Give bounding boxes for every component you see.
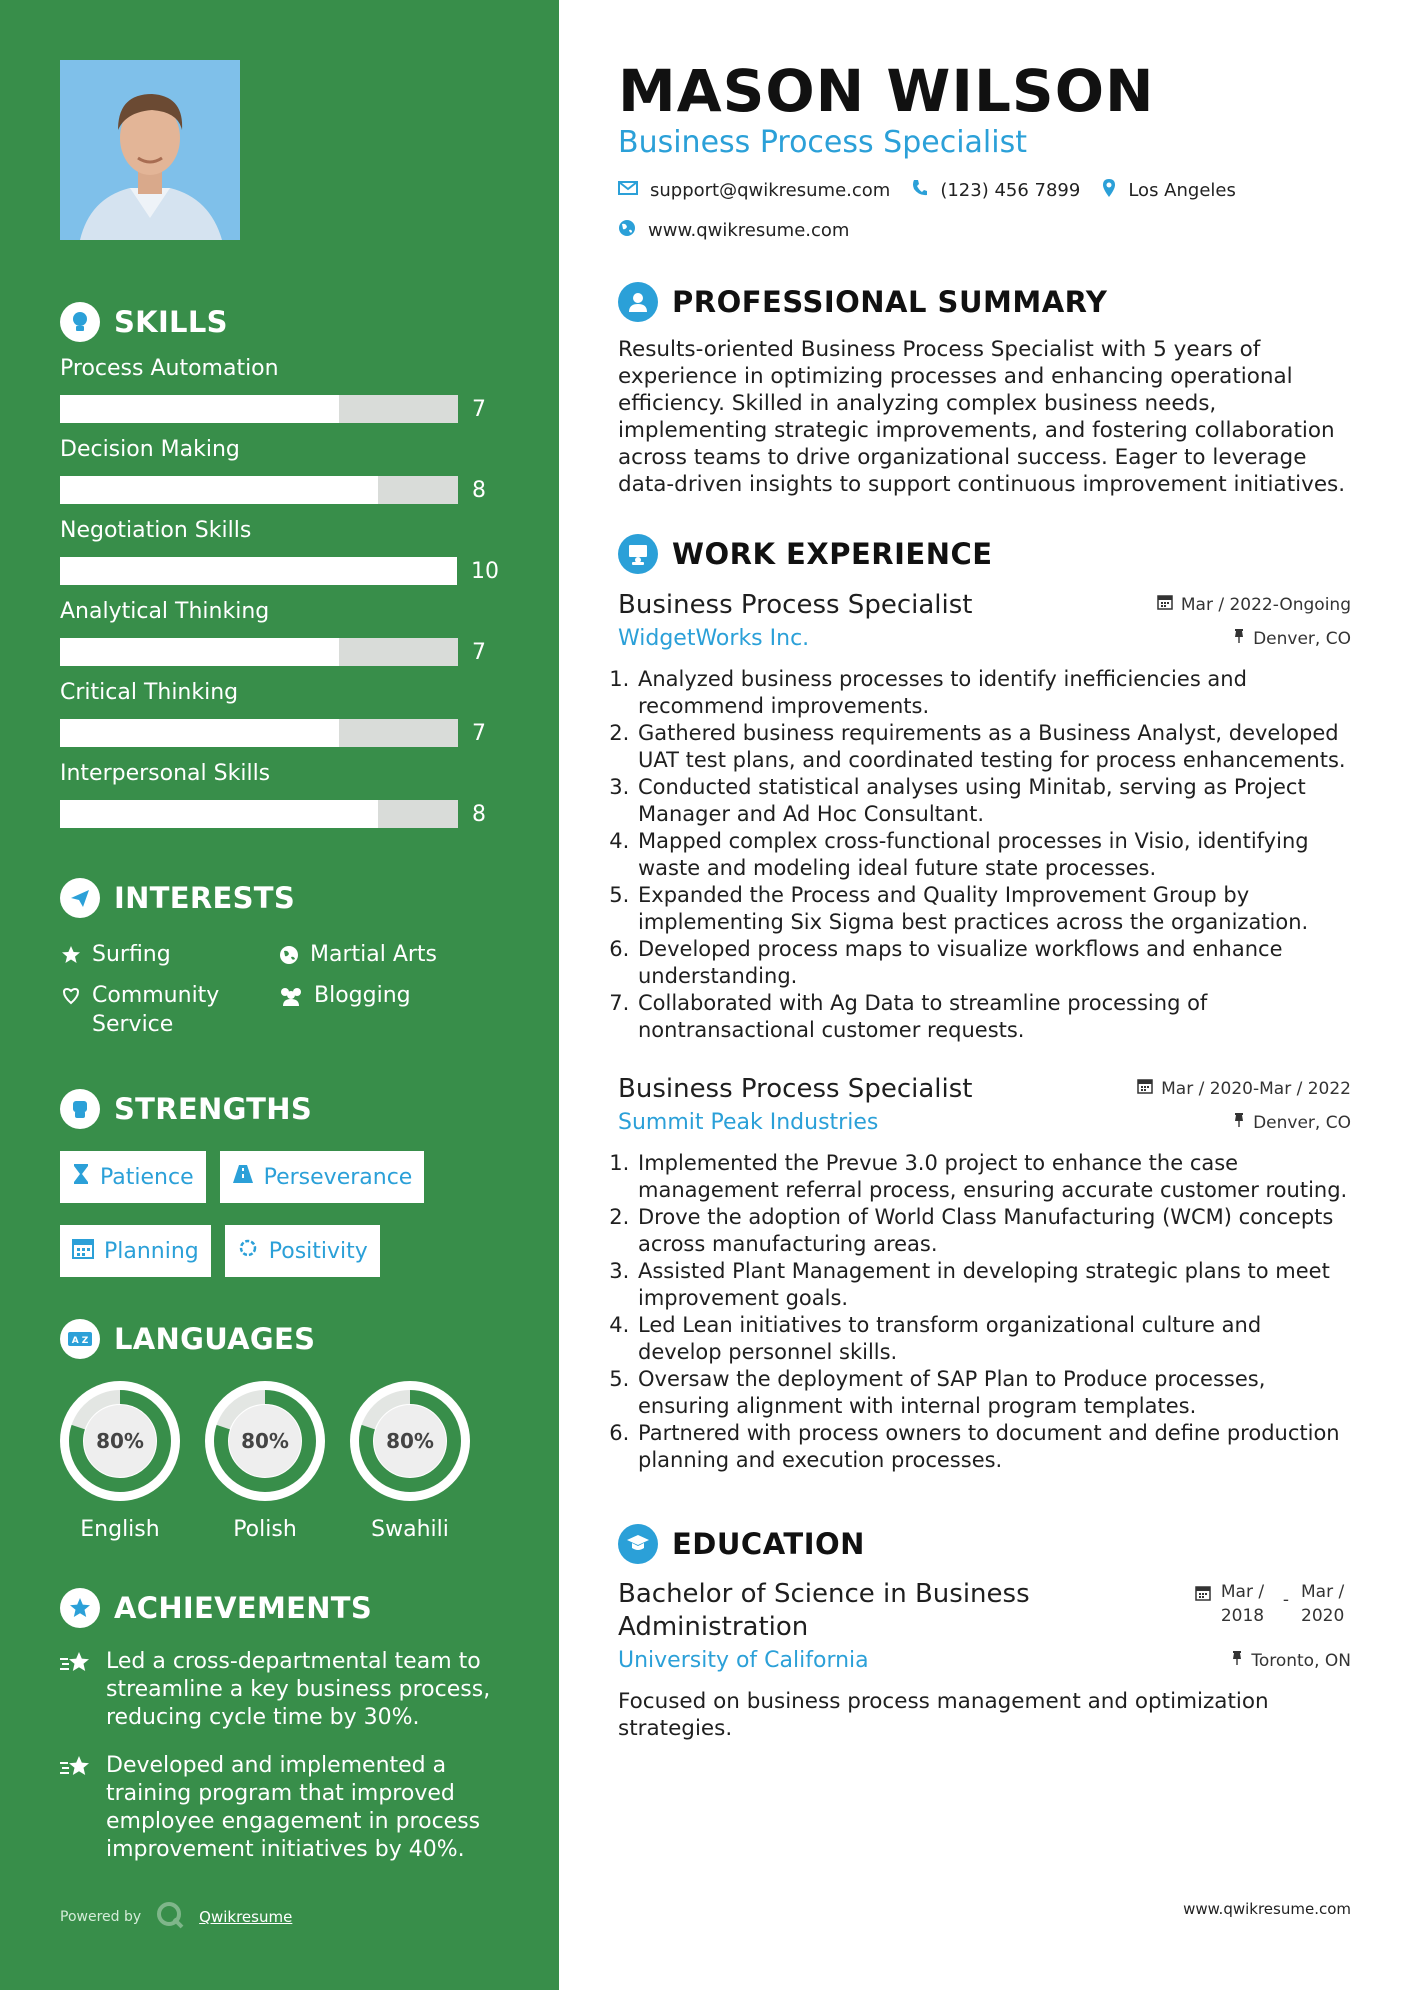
powered-by-label: Powered by <box>60 1909 142 1925</box>
strengths-heading <box>60 1089 499 1129</box>
heart-hand-icon <box>60 981 82 1010</box>
job-location-text: Denver, CO <box>1253 628 1351 649</box>
language-ring <box>60 1381 180 1501</box>
sun-icon <box>237 1237 259 1265</box>
skill-value: 7 <box>472 639 486 665</box>
calendar-icon <box>72 1237 94 1265</box>
skill-bar-fill <box>60 638 339 666</box>
skills-heading <box>60 302 499 342</box>
job-dates <box>1157 588 1351 615</box>
skill-value: 10 <box>471 558 499 584</box>
hourglass-icon <box>72 1163 90 1191</box>
strengths-title: STRENGTHS <box>114 1092 313 1126</box>
interest-item <box>60 940 278 969</box>
skill-bar-fill <box>60 395 339 423</box>
calendar-icon <box>1195 1580 1211 1608</box>
sidebar <box>0 0 559 1990</box>
strength-label: Perseverance <box>263 1164 413 1190</box>
job-entry <box>618 1072 1351 1474</box>
skill-bar <box>60 800 458 828</box>
skill-bar-fill <box>60 476 378 504</box>
summary-title: PROFESSIONAL SUMMARY <box>672 285 1108 319</box>
strength-tag <box>225 1225 380 1277</box>
skills-title: SKILLS <box>114 305 228 339</box>
job-bullet: 7. Collaborated with Ag Data to streamline processing of nontransactional customer requests. <box>636 990 1351 1044</box>
job-bullet: 1. Implemented the Prevue 3.0 project to enhance the case management referral process, ensuring accurate customer routing. <box>636 1150 1351 1204</box>
job-bullet: 4. Led Lean initiatives to transform organizational culture and develop personnel skills. <box>636 1312 1351 1366</box>
email-text[interactable]: support@qwikresume.com <box>650 180 891 201</box>
phone-text[interactable]: (123) 456 7899 <box>940 180 1081 201</box>
job-location <box>1233 1106 1351 1133</box>
skill-bar <box>60 719 458 747</box>
skill-name: Process Automation <box>60 356 279 381</box>
achievement-text: Developed and implemented a training program that improved employee engagement in process improvement initiatives by 40%. <box>106 1753 481 1862</box>
skill-name: Decision Making <box>60 437 240 462</box>
skill-item <box>60 354 499 423</box>
profile-photo <box>60 60 240 240</box>
globe-icon <box>278 940 300 969</box>
language-item <box>205 1381 325 1542</box>
language-name: Swahili <box>371 1517 449 1542</box>
candidate-role: Business Process Specialist <box>618 125 1027 160</box>
education-title: EDUCATION <box>672 1527 865 1561</box>
education-end: Mar / 2020 <box>1301 1582 1345 1626</box>
contact-location <box>1102 178 1236 203</box>
skills-list <box>60 354 499 828</box>
skill-name: Critical Thinking <box>60 680 239 705</box>
language-ring <box>205 1381 325 1501</box>
qwikresume-logo-icon <box>155 1900 185 1934</box>
job-title: Business Process Specialist <box>618 1074 973 1104</box>
pushpin-icon <box>1233 1112 1245 1133</box>
language-ring <box>350 1381 470 1501</box>
skill-item <box>60 759 499 828</box>
language-item <box>350 1381 470 1542</box>
job-title: Business Process Specialist <box>618 590 973 620</box>
job-bullets <box>618 1150 1351 1474</box>
paper-plane-icon <box>60 878 100 918</box>
job-bullet: 3. Conducted statistical analyses using Minitab, serving as Project Manager and Ad Hoc Consultant. <box>636 774 1351 828</box>
job-bullet: 6. Developed process maps to visualize workflows and enhance understanding. <box>636 936 1351 990</box>
users-icon <box>278 981 304 1010</box>
interest-label: Blogging <box>314 983 411 1008</box>
achievements-title: ACHIEVEMENTS <box>114 1591 373 1625</box>
skill-value: 8 <box>472 477 486 503</box>
language-percent: 80% <box>241 1429 289 1453</box>
education-description: Focused on business process management and optimization strategies. <box>618 1689 1269 1741</box>
job-dates <box>1137 1072 1351 1099</box>
contact-info <box>618 178 1351 242</box>
strength-label: Patience <box>100 1164 194 1190</box>
summary-heading <box>618 282 1351 322</box>
job-bullet: 5. Expanded the Process and Quality Improvement Group by implementing Six Sigma best practices across the organization. <box>636 882 1351 936</box>
job-dates-text: Mar / 2022-Ongoing <box>1180 594 1351 615</box>
job-bullet: 1. Analyzed business processes to identify inefficiencies and recommend improvements. <box>636 666 1351 720</box>
calendar-icon <box>1157 594 1173 615</box>
languages-title: LANGUAGES <box>114 1322 316 1356</box>
presenter-icon <box>618 534 658 574</box>
star-icon <box>60 940 82 969</box>
candidate-name: MASON WILSON <box>618 57 1155 125</box>
skill-bar <box>60 476 458 504</box>
job-dates-text: Mar / 2020-Mar / 2022 <box>1161 1078 1351 1099</box>
contact-email <box>618 180 890 201</box>
pushpin-icon <box>1231 1650 1243 1671</box>
experience-heading <box>618 534 1351 574</box>
strength-label: Planning <box>104 1238 199 1264</box>
skill-name: Analytical Thinking <box>60 599 270 624</box>
svg-text:A Z: A Z <box>71 1336 89 1346</box>
job-location <box>1233 622 1351 649</box>
skill-item <box>60 597 499 666</box>
skill-value: 7 <box>472 396 486 422</box>
skill-item <box>60 678 499 747</box>
powered-by <box>60 1900 292 1934</box>
skill-bar <box>60 557 457 585</box>
education-location <box>1231 1644 1351 1671</box>
strength-tag <box>60 1225 211 1277</box>
language-percent: 80% <box>386 1429 434 1453</box>
job-bullet: 4. Mapped complex cross-functional processes in Visio, identifying waste and modeling ideal future state processes. <box>636 828 1351 882</box>
skill-item <box>60 516 499 585</box>
language-icon <box>60 1319 100 1359</box>
skill-bar-fill <box>60 800 378 828</box>
skill-name: Negotiation Skills <box>60 518 252 543</box>
skill-value: 8 <box>472 801 486 827</box>
job-entry <box>618 588 1351 1044</box>
interest-item <box>60 981 278 1039</box>
summary-text: Results-oriented Business Process Specialist with 5 years of experience in optimizing processes and enhancing operational efficiency. Skilled in analyzing complex business needs, implementing strategic improvements, and fostering collaboration across teams to drive organizational success. Eager to leverage data-driven insights to support continuous improvement initiatives. <box>618 337 1346 497</box>
skill-bar-fill <box>60 557 457 585</box>
interests-heading <box>60 878 499 918</box>
pushpin-icon <box>1233 628 1245 649</box>
interest-item <box>278 940 478 969</box>
skill-item <box>60 435 499 504</box>
qwikresume-link[interactable]: Qwikresume <box>199 1908 293 1926</box>
education-dates <box>1195 1578 1351 1628</box>
achievement-star-icon <box>60 1752 94 1864</box>
road-icon <box>232 1164 254 1190</box>
language-percent: 80% <box>96 1429 144 1453</box>
website-text[interactable]: www.qwikresume.com <box>648 220 850 241</box>
date-separator: - <box>1282 1590 1289 1610</box>
experience-title: WORK EXPERIENCE <box>672 537 993 571</box>
achievement-item <box>60 1648 499 1732</box>
strengths-list <box>60 1151 500 1277</box>
school-name: University of California <box>618 1648 869 1673</box>
location-text: Los Angeles <box>1128 180 1236 201</box>
achievements-list <box>60 1648 499 1864</box>
contact-website <box>618 219 1351 242</box>
skill-name: Interpersonal Skills <box>60 761 271 786</box>
globe-icon <box>618 219 636 242</box>
achievements-heading <box>60 1588 499 1628</box>
map-pin-icon <box>1102 178 1116 203</box>
language-item <box>60 1381 180 1542</box>
fist-icon <box>60 1089 100 1129</box>
languages-heading <box>60 1319 499 1359</box>
interest-label: Community Service <box>92 983 220 1037</box>
job-location-text: Denver, CO <box>1253 1112 1351 1133</box>
skill-value: 7 <box>472 720 486 746</box>
language-name: Polish <box>233 1517 297 1542</box>
job-bullet: 5. Oversaw the deployment of SAP Plan to Produce processes, ensuring alignment with internal program templates. <box>636 1366 1351 1420</box>
contact-phone <box>912 179 1080 202</box>
interests-title: INTERESTS <box>114 881 296 915</box>
language-name: English <box>80 1517 160 1542</box>
award-star-icon <box>60 1588 100 1628</box>
job-bullet: 3. Assisted Plant Management in developing strategic plans to meet improvement goals. <box>636 1258 1351 1312</box>
user-icon <box>618 282 658 322</box>
achievement-text: Led a cross-departmental team to streamline a key business process, reducing cycle time by 30%. <box>106 1649 491 1730</box>
graduation-cap-icon <box>618 1524 658 1564</box>
company-name: Summit Peak Industries <box>618 1110 879 1135</box>
job-bullet: 6. Partnered with process owners to document and define production planning and execution processes. <box>636 1420 1351 1474</box>
footer-url[interactable]: www.qwikresume.com <box>1183 1900 1351 1918</box>
education-heading <box>618 1524 1351 1564</box>
interest-label: Martial Arts <box>310 942 438 967</box>
education-location-text: Toronto, ON <box>1251 1650 1351 1671</box>
envelope-icon <box>618 180 638 201</box>
calendar-icon <box>1137 1078 1153 1099</box>
main-content <box>559 0 1407 1990</box>
lightbulb-icon <box>60 302 100 342</box>
education-start: Mar / 2018 <box>1220 1582 1265 1626</box>
skill-bar <box>60 395 458 423</box>
strength-tag <box>220 1151 425 1203</box>
interests-list <box>60 940 499 1039</box>
strength-tag <box>60 1151 206 1203</box>
job-bullet: 2. Drove the adoption of World Class Manufacturing (WCM) concepts across manufacturing areas. <box>636 1204 1351 1258</box>
achievement-star-icon <box>60 1648 94 1732</box>
job-bullets <box>618 666 1351 1044</box>
phone-icon <box>912 179 928 202</box>
achievement-item <box>60 1752 499 1864</box>
skill-bar <box>60 638 458 666</box>
company-name: WidgetWorks Inc. <box>618 626 810 651</box>
degree-title: Bachelor of Science in Business Administration <box>618 1579 1030 1642</box>
interest-label: Surfing <box>92 942 171 967</box>
job-bullet: 2. Gathered business requirements as a Business Analyst, developed UAT test plans, and coordinated testing for process enhancements. <box>636 720 1351 774</box>
interest-item <box>278 981 478 1039</box>
strength-label: Positivity <box>268 1238 368 1264</box>
languages-list <box>60 1381 499 1542</box>
skill-bar-fill <box>60 719 339 747</box>
